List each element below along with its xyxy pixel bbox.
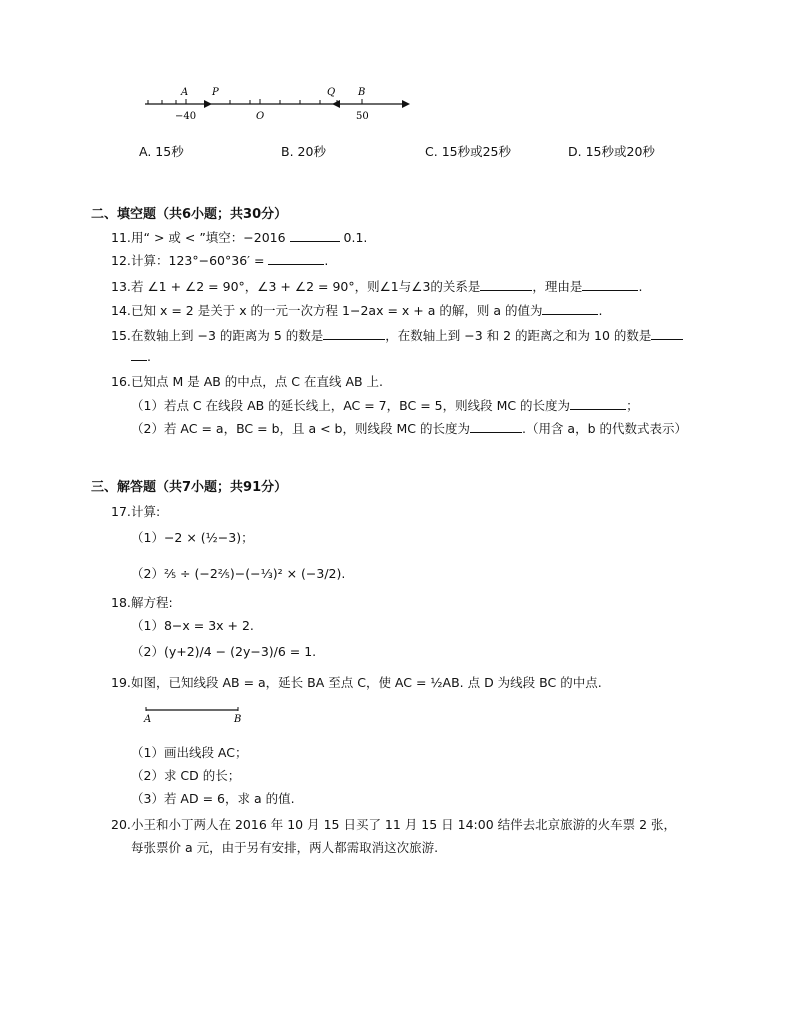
question-19-part2: （2）求 CD 的长； [131, 768, 241, 783]
segment-label-b: B [234, 714, 242, 725]
tick-neg40: −40 [175, 111, 197, 122]
question-17-part2: （2）⅖ ÷ (−2⅖)−(−⅓)² × (−3/2). [131, 566, 346, 581]
question-17-part1: （1）−2 × (½−3)； [131, 530, 254, 545]
question-11: 11.用“ > 或 < ”填空：−2016 0.1. [111, 230, 368, 245]
section3-title: 三、解答题（共7小题；共91分） [91, 480, 288, 495]
section2-title: 二、填空题（共6小题；共30分） [91, 207, 288, 222]
question-18: 18.解方程: [111, 595, 173, 610]
segment-ab-figure [142, 703, 247, 725]
question-19-part1: （1）画出线段 AC； [131, 745, 248, 760]
choice-b: B. 20秒 [281, 144, 326, 159]
choice-c: C. 15秒或25秒 [425, 144, 511, 159]
label-a: A [181, 87, 189, 98]
question-20-line2: 每张票价 a 元，由于另有安排，两人都需取消这次旅游. [131, 840, 439, 855]
choice-d: D. 15秒或20秒 [568, 144, 655, 159]
question-15-cont: . [131, 349, 151, 364]
tick-50: 50 [356, 111, 369, 122]
segment-label-a: A [144, 714, 152, 725]
number-line-figure [140, 82, 415, 124]
question-12: 12.计算：123°−60°36′ = . [111, 253, 329, 268]
question-15: 15.在数轴上到 −3 的距离为 5 的数是 ，在数轴上到 −3 和 2 的距离之和为 10 的数是 [111, 326, 683, 344]
question-16-part2: （2）若 AC = a，BC = b，且 a < b，则线段 MC 的长度为 .（用含 a，b 的代数式表示） [131, 421, 687, 436]
question-19: 19.如图，已知线段 AB = a，延长 BA 至点 C，使 AC = ½AB. 点 D 为线段 BC 的中点. [111, 675, 602, 690]
question-20: 20.小王和小丁两人在 2016 年 10 月 15 日买了 11 月 15 日 14:00 结伴去北京旅游的火车票 2 张， [111, 817, 677, 832]
label-b: B [358, 87, 366, 98]
question-18-part1: （1）8−x = 3x + 2. [131, 618, 254, 633]
question-16: 16.已知点 M 是 AB 的中点，点 C 在直线 AB 上. [111, 374, 384, 389]
point-q-arrow [332, 100, 340, 108]
label-q: Q [327, 87, 336, 98]
label-p: P [212, 87, 219, 98]
point-p-arrow [204, 100, 212, 108]
question-14: 14.已知 x = 2 是关于 x 的一元一次方程 1−2ax = x + a 的解，则 a 的值为 . [111, 303, 603, 318]
question-18-part2: （2）(y+2)/4 − (2y−3)/6 = 1. [131, 644, 317, 659]
label-o: O [256, 111, 265, 122]
choice-a: A. 15秒 [139, 144, 184, 159]
question-13: 13.若 ∠1 + ∠2 = 90°，∠3 + ∠2 = 90°，则∠1与∠3的关系是 ，理由是 . [111, 279, 643, 294]
question-17: 17.计算: [111, 504, 161, 519]
question-16-part1: （1）若点 C 在线段 AB 的延长线上，AC = 7，BC = 5，则线段 MC 的长度为 ； [131, 398, 639, 413]
question-19-part3: （3）若 AD = 6，求 a 的值. [131, 791, 295, 806]
